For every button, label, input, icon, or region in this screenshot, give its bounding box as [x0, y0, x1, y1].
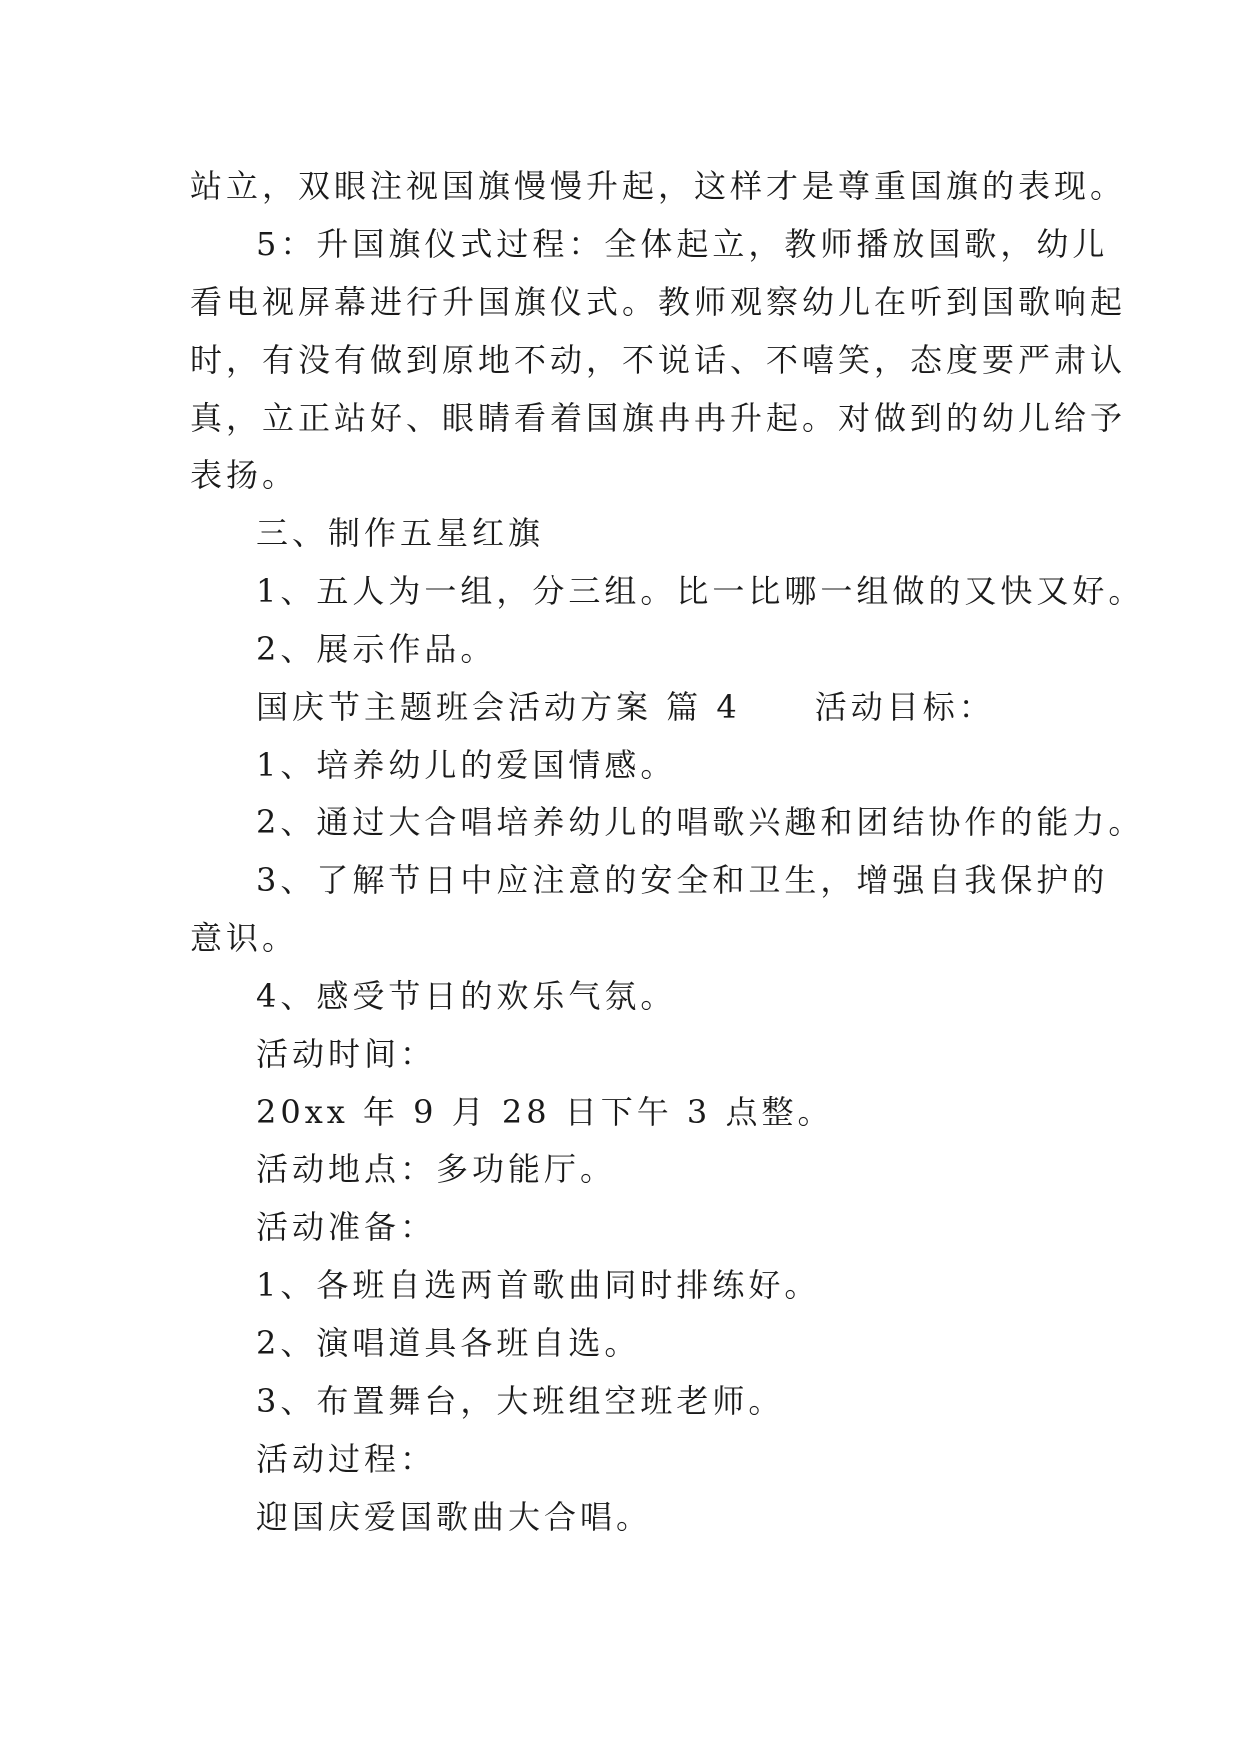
text-line: 活动过程：: [256, 1440, 437, 1478]
text-line: 1、五人为一组，分三组。比一比哪一组做的又快又好。: [256, 572, 1145, 610]
text-line: 20xx 年 9 月 28 日下午 3 点整。: [256, 1093, 834, 1131]
title-line: [256, 688, 995, 726]
text-line: 3、了解节日中应注意的安全和卫生，增强自我保护的: [256, 861, 1109, 899]
text-line: 活动时间：: [256, 1035, 437, 1073]
text-line: 时，有没有做到原地不动，不说话、不嘻笑，态度要严肃认: [190, 341, 1127, 379]
text-line: 2、展示作品。: [256, 630, 497, 668]
text-line: 迎国庆爱国歌曲大合唱。: [256, 1498, 653, 1536]
text-line: 看电视屏幕进行升国旗仪式。教师观察幼儿在听到国歌响起: [190, 283, 1127, 321]
text-line: 意识。: [190, 919, 299, 957]
text-line: 站立，双眼注视国旗慢慢升起，这样才是尊重国旗的表现。: [190, 167, 1127, 205]
text-line: 2、演唱道具各班自选。: [256, 1324, 641, 1362]
section-subtitle: 活动目标：: [814, 688, 995, 726]
section-title: 国庆节主题班会活动方案 篇 4: [256, 688, 741, 726]
text-line: 4、感受节日的欢乐气氛。: [256, 977, 677, 1015]
text-line: 3、布置舞台，大班组空班老师。: [256, 1382, 785, 1420]
text-line: 真，立正站好、眼睛看着国旗冉冉升起。对做到的幼儿给予: [190, 399, 1127, 437]
text-line: 活动准备：: [256, 1208, 437, 1246]
section-heading: 三、制作五星红旗: [256, 514, 545, 552]
text-line: 2、通过大合唱培养幼儿的唱歌兴趣和团结协作的能力。: [256, 803, 1145, 841]
text-line: 1、各班自选两首歌曲同时排练好。: [256, 1266, 821, 1304]
text-line: 活动地点：多功能厅。: [256, 1150, 617, 1188]
text-line: 5：升国旗仪式过程：全体起立，教师播放国歌，幼儿: [256, 225, 1109, 263]
text-line: 1、培养幼儿的爱国情感。: [256, 746, 677, 784]
text-line: 表扬。: [190, 456, 299, 494]
